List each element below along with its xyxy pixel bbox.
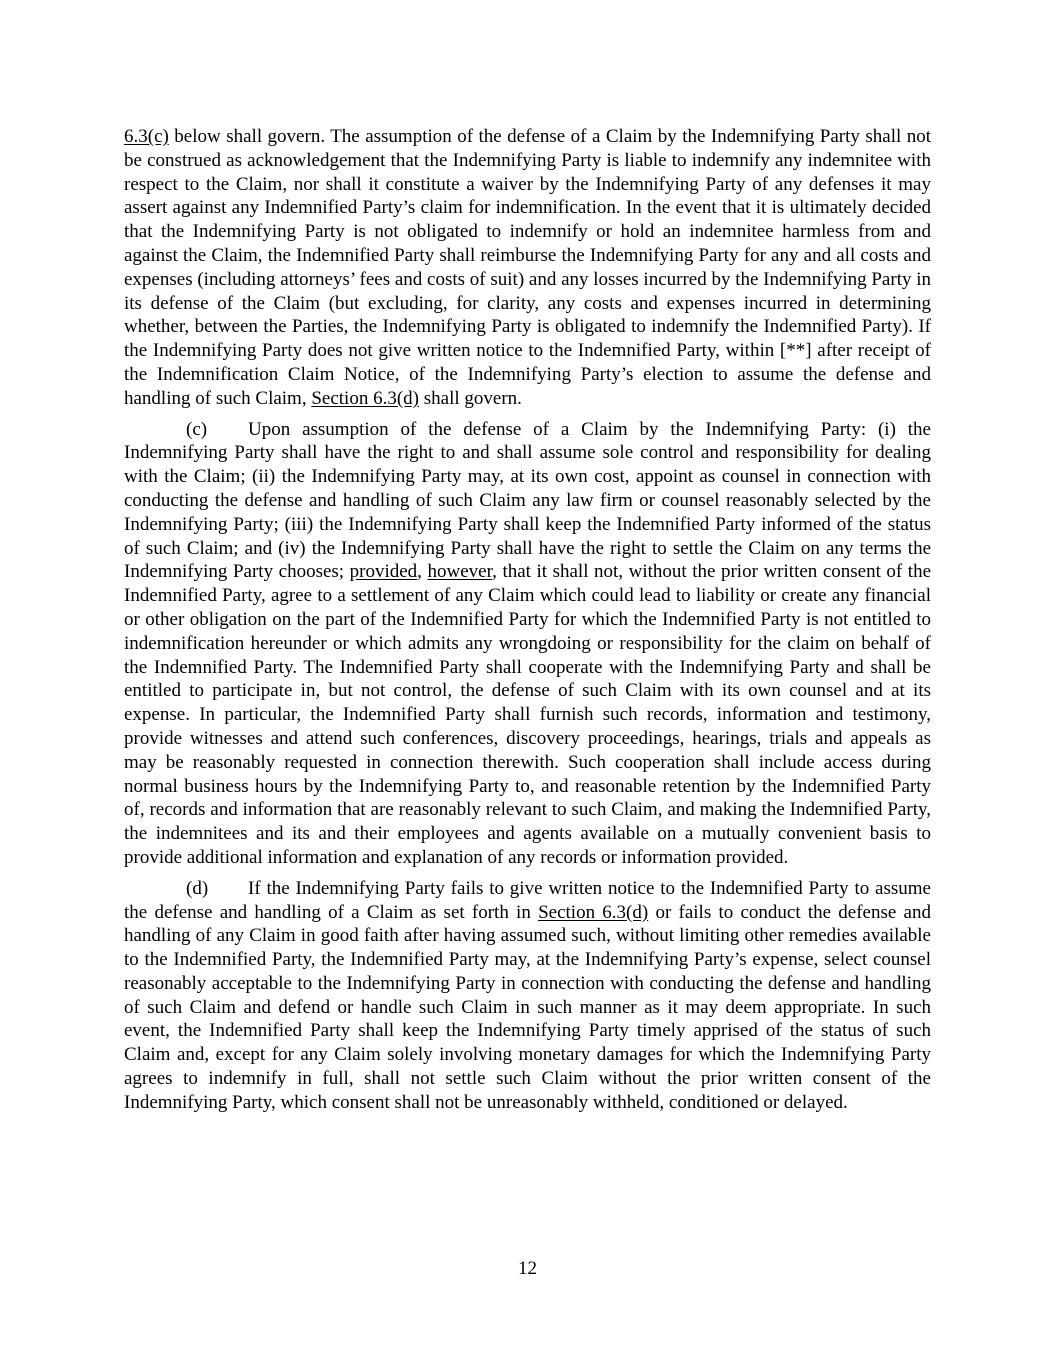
paragraph-text: Upon assumption of the defense of a Claim by the Indemnifying Party: (i) the Indemnifying Party shall have the right to and shall assume sole control and responsibility for dealing with the Claim; (ii) the Indemnifying Party may, at its own cost, appoint as counsel in connection with conducting the defense and handling of such Claim any law firm or counsel reasonably selected by the Indemnifying Party; (iii) the Indemnifying Party shall keep the Indemnified Party informed of the status of such Claim; and (iv) the Indemnifying Party shall have the right to settle the Claim on any terms the Indemnifying Party chooses; <box>124 418 931 583</box>
paragraph-d <box>124 877 931 1115</box>
emphasis-term: provided <box>349 561 418 583</box>
section-reference-link: Section 6.3(d) <box>538 901 649 923</box>
section-reference-link: 6.3(c) <box>124 126 169 147</box>
paragraph-text: below shall govern. The assumption of the defense of a Claim by the Indemnifying Party shall not be construed as acknowledgement that the Indemnifying Party is liable to indemnify any indemnitee with respect to the Claim, nor shall it constitute a waiver by the Indemnifying Party of any defenses it may assert against any Indemnified Party’s claim for indemnification. In the event that it is ultimately decided that the Indemnifying Party is not obligated to indemnify or hold an indemnitee harmless from and against the Claim, the Indemnified Party shall reimburse the Indemnifying Party for any and all costs and expenses (including attorneys’ fees and costs of suit) and any losses incurred by the Indemnifying Party in its defense of the Claim (but excluding, for clarity, any costs and expenses incurred in determining whether, between the Parties, the Indemnifying Party is obligated to indemnify the Indemnified Party). If the Indemnifying Party does not give written notice to the Indemnified Party, within [**] after receipt of the Indemnification Claim Notice, of the Indemnifying Party’s election to assume the defense and handling of such Claim, <box>124 126 931 409</box>
document-body <box>124 125 931 1122</box>
paragraph-b-continuation <box>124 125 931 411</box>
paragraph-text: or fails to conduct the defense and handling of any Claim in good faith after having assumed such, without limiting other remedies available to the Indemnified Party, the Indemnified Party may, at the Indemnifying Party’s expense, select counsel reasonably acceptable to the Indemnifying Party in connection with conducting the defense and handling of such Claim and defend or handle such Claim in such manner as it may deem appropriate. In such event, the Indemnified Party shall keep the Indemnifying Party timely apprised of the status of such Claim and, except for any Claim solely involving monetary damages for which the Indemnifying Party agrees to indemnify in full, shall not settle such Claim without the prior written consent of the Indemnifying Party, which consent shall not be unreasonably withheld, conditioned or delayed. <box>124 901 931 1113</box>
section-reference-link: Section 6.3(d) <box>311 387 419 409</box>
paragraph-c <box>124 418 931 870</box>
paragraph-text: If the Indemnifying Party fails to give written notice to the Indemnified Party to assume the defense and handling of a Claim as set forth in <box>124 877 931 923</box>
emphasis-term: however <box>427 561 493 583</box>
paragraph-label: (c) <box>186 418 208 440</box>
page-number: 12 <box>518 1258 537 1279</box>
paragraph-text: , that it shall not, without the prior written consent of the Indemnified Party, agree to a settlement of any Claim which could lead to liability or create any financial or other obligation on the part of the Indemnified Party for which the Indemnified Party is not entitled to indemnification hereunder or which admits any wrongdoing or responsibility for the claim on behalf of the Indemnified Party. The Indemnified Party shall cooperate with the Indemnifying Party and shall be entitled to participate in, but not control, the defense of such Claim with its own counsel and at its expense. In particular, the Indemnified Party shall furnish such records, information and testimony, provide witnesses and attend such conferences, discovery proceedings, hearings, trials and appeals as may be reasonably requested in connection therewith. Such cooperation shall include access during normal business hours by the Indemnifying Party to, and reasonable retention by the Indemnified Party of, records and information that are reasonably relevant to such Claim, and making the Indemnified Party, the indemnitees and its and their employees and agents available on a mutually convenient basis to provide additional information and explanation of any records or information provided. <box>124 561 932 868</box>
paragraph-label: (d) <box>186 877 209 899</box>
paragraph-text: shall govern. <box>419 387 522 409</box>
paragraph-text: , <box>417 561 428 583</box>
